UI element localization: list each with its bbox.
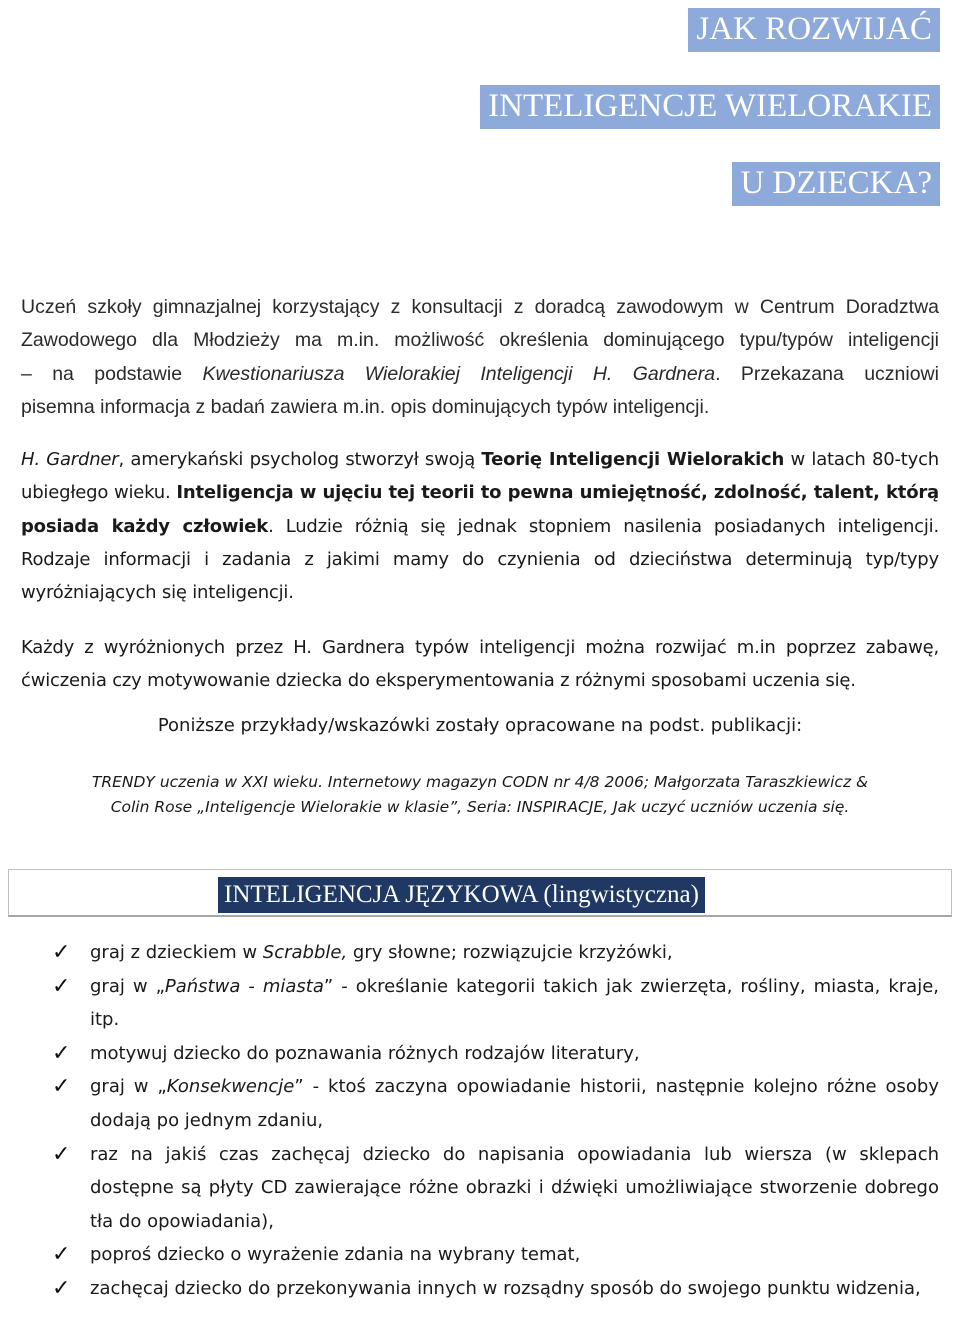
list-item xyxy=(0,936,939,970)
reference-line: TRENDY uczenia w XXI wieku. Internetowy magazyn CODN nr 4/8 2006; Małgorzata Taraszkiewicz & xyxy=(91,773,869,791)
gardner-text: , amerykański psycholog stworzył swoją xyxy=(118,449,482,470)
item-text: poproś dziecko o wyrażenie zdania na wybrany temat, xyxy=(90,1244,581,1266)
gardner-name: H. Gardner xyxy=(21,449,119,470)
game-name: Scrabble, xyxy=(262,942,348,963)
game-name: Konsekwencje xyxy=(166,1076,295,1098)
gardner-text: . Ludzie różnią się jednak stopniem nasilenia posiadanych inteligencji. Rodzaje informacji i zadania z jakimi mamy do czynienia od dzieciństwa determinują typ/typy wyróżniających się inteligencji. xyxy=(21,515,940,604)
item-text: raz na jakiś czas zachęcaj dziecko do napisania opowiadania lub wiersza (w sklepach dostępne są płyty CD zawierające różne obrazki i dźwięki umożliwiające stworzenie dobrego tła do opowiadania), xyxy=(90,1143,939,1232)
intro-line: pisemna informacja z badań zawiera m.in. opis dominujących typów inteligencji. xyxy=(21,395,710,418)
intro-line xyxy=(21,358,939,391)
intro-line: Uczeń szkoły gimnazjalnej korzystający z konsultacji z doradcą zawodowym w Centrum Doradztwa xyxy=(21,296,939,318)
list-item xyxy=(0,1272,939,1306)
item-text: zachęcaj dziecko do przekonywania innych w rozsądny sposób do swojego punktu widzenia, xyxy=(90,1277,921,1299)
check-mark-icon: ✓ xyxy=(52,1040,71,1066)
title-line-3: U DZIECKA? xyxy=(732,162,940,206)
tips-checklist xyxy=(0,936,960,1306)
item-text: gry słowne; rozwiązujcie krzyżówki, xyxy=(347,942,673,963)
questionnaire-name: Kwestionariusza Wielorakiej Inteligencji H. Gardnera xyxy=(202,362,716,385)
reference-line: Colin Rose „Inteligencje Wielorakie w klasie”, Seria: INSPIRACJE, Jak uczyć uczniów uczenia się. xyxy=(110,798,850,816)
title-line-2: INTELIGENCJE WIELORAKIE xyxy=(480,85,940,129)
title-line-1: JAK ROZWIJAĆ xyxy=(688,8,940,52)
item-text: graj w „ xyxy=(90,975,165,997)
game-name: Państwa - miasta xyxy=(164,975,324,997)
development-paragraph: Każdy z wyróżnionych przez H. Gardnera typów inteligencji można rozwijać m.in poprzez zabawę, ćwiczenia czy motywowanie dziecka do eksperymentowania z różnymi sposobami uczenia się. xyxy=(21,637,939,692)
theory-name: Teorię Inteligencji Wielorakich xyxy=(481,449,785,470)
item-text: ” - określanie kategorii takich jak zwierzęta, rośliny, miasta, kraje, itp. xyxy=(90,975,939,1031)
intelligence-definition: Inteligencja w ujęciu tej teorii to pewna umiejętność, zdolność, talent, którą posiada każdy człowiek xyxy=(21,482,939,537)
item-text: graj z dzieckiem w xyxy=(90,942,263,963)
check-mark-icon: ✓ xyxy=(52,973,71,999)
check-mark-icon: ✓ xyxy=(52,1074,71,1100)
list-item xyxy=(0,1070,939,1137)
gardner-paragraph xyxy=(21,443,939,609)
intro-paragraph xyxy=(21,291,939,424)
item-text: graj w „ xyxy=(90,1076,167,1098)
item-text: motywuj dziecko do poznawania różnych rodzajów literatury, xyxy=(90,1042,640,1064)
intro-text: – na podstawie xyxy=(21,362,203,385)
gardner-text: w latach 80-tych ubiegłego wieku. xyxy=(21,449,939,504)
check-mark-icon: ✓ xyxy=(52,940,71,965)
list-item xyxy=(0,1037,939,1071)
list-item xyxy=(0,1138,939,1239)
check-mark-icon: ✓ xyxy=(52,1242,71,1268)
check-mark-icon: ✓ xyxy=(52,1275,71,1301)
section-title: INTELIGENCJA JĘZYKOWA (lingwistyczna) xyxy=(218,877,705,913)
item-text: ” - ktoś zaczyna opowiadanie historii, następnie kolejno różne osoby dodają po jednym zdaniu, xyxy=(90,1076,939,1131)
sources-intro: Poniższe przykłady/wskazówki zostały opracowane na podst. publikacji: xyxy=(157,715,803,736)
check-mark-icon: ✓ xyxy=(52,1141,71,1167)
list-item xyxy=(0,970,939,1037)
list-item xyxy=(0,1238,939,1272)
intro-line: Zawodowego dla Młodzieży ma m.in. możliwość określenia dominującego typu/typów inteligencji xyxy=(21,329,939,352)
intro-text: . Przekazana uczniowi xyxy=(715,362,939,385)
